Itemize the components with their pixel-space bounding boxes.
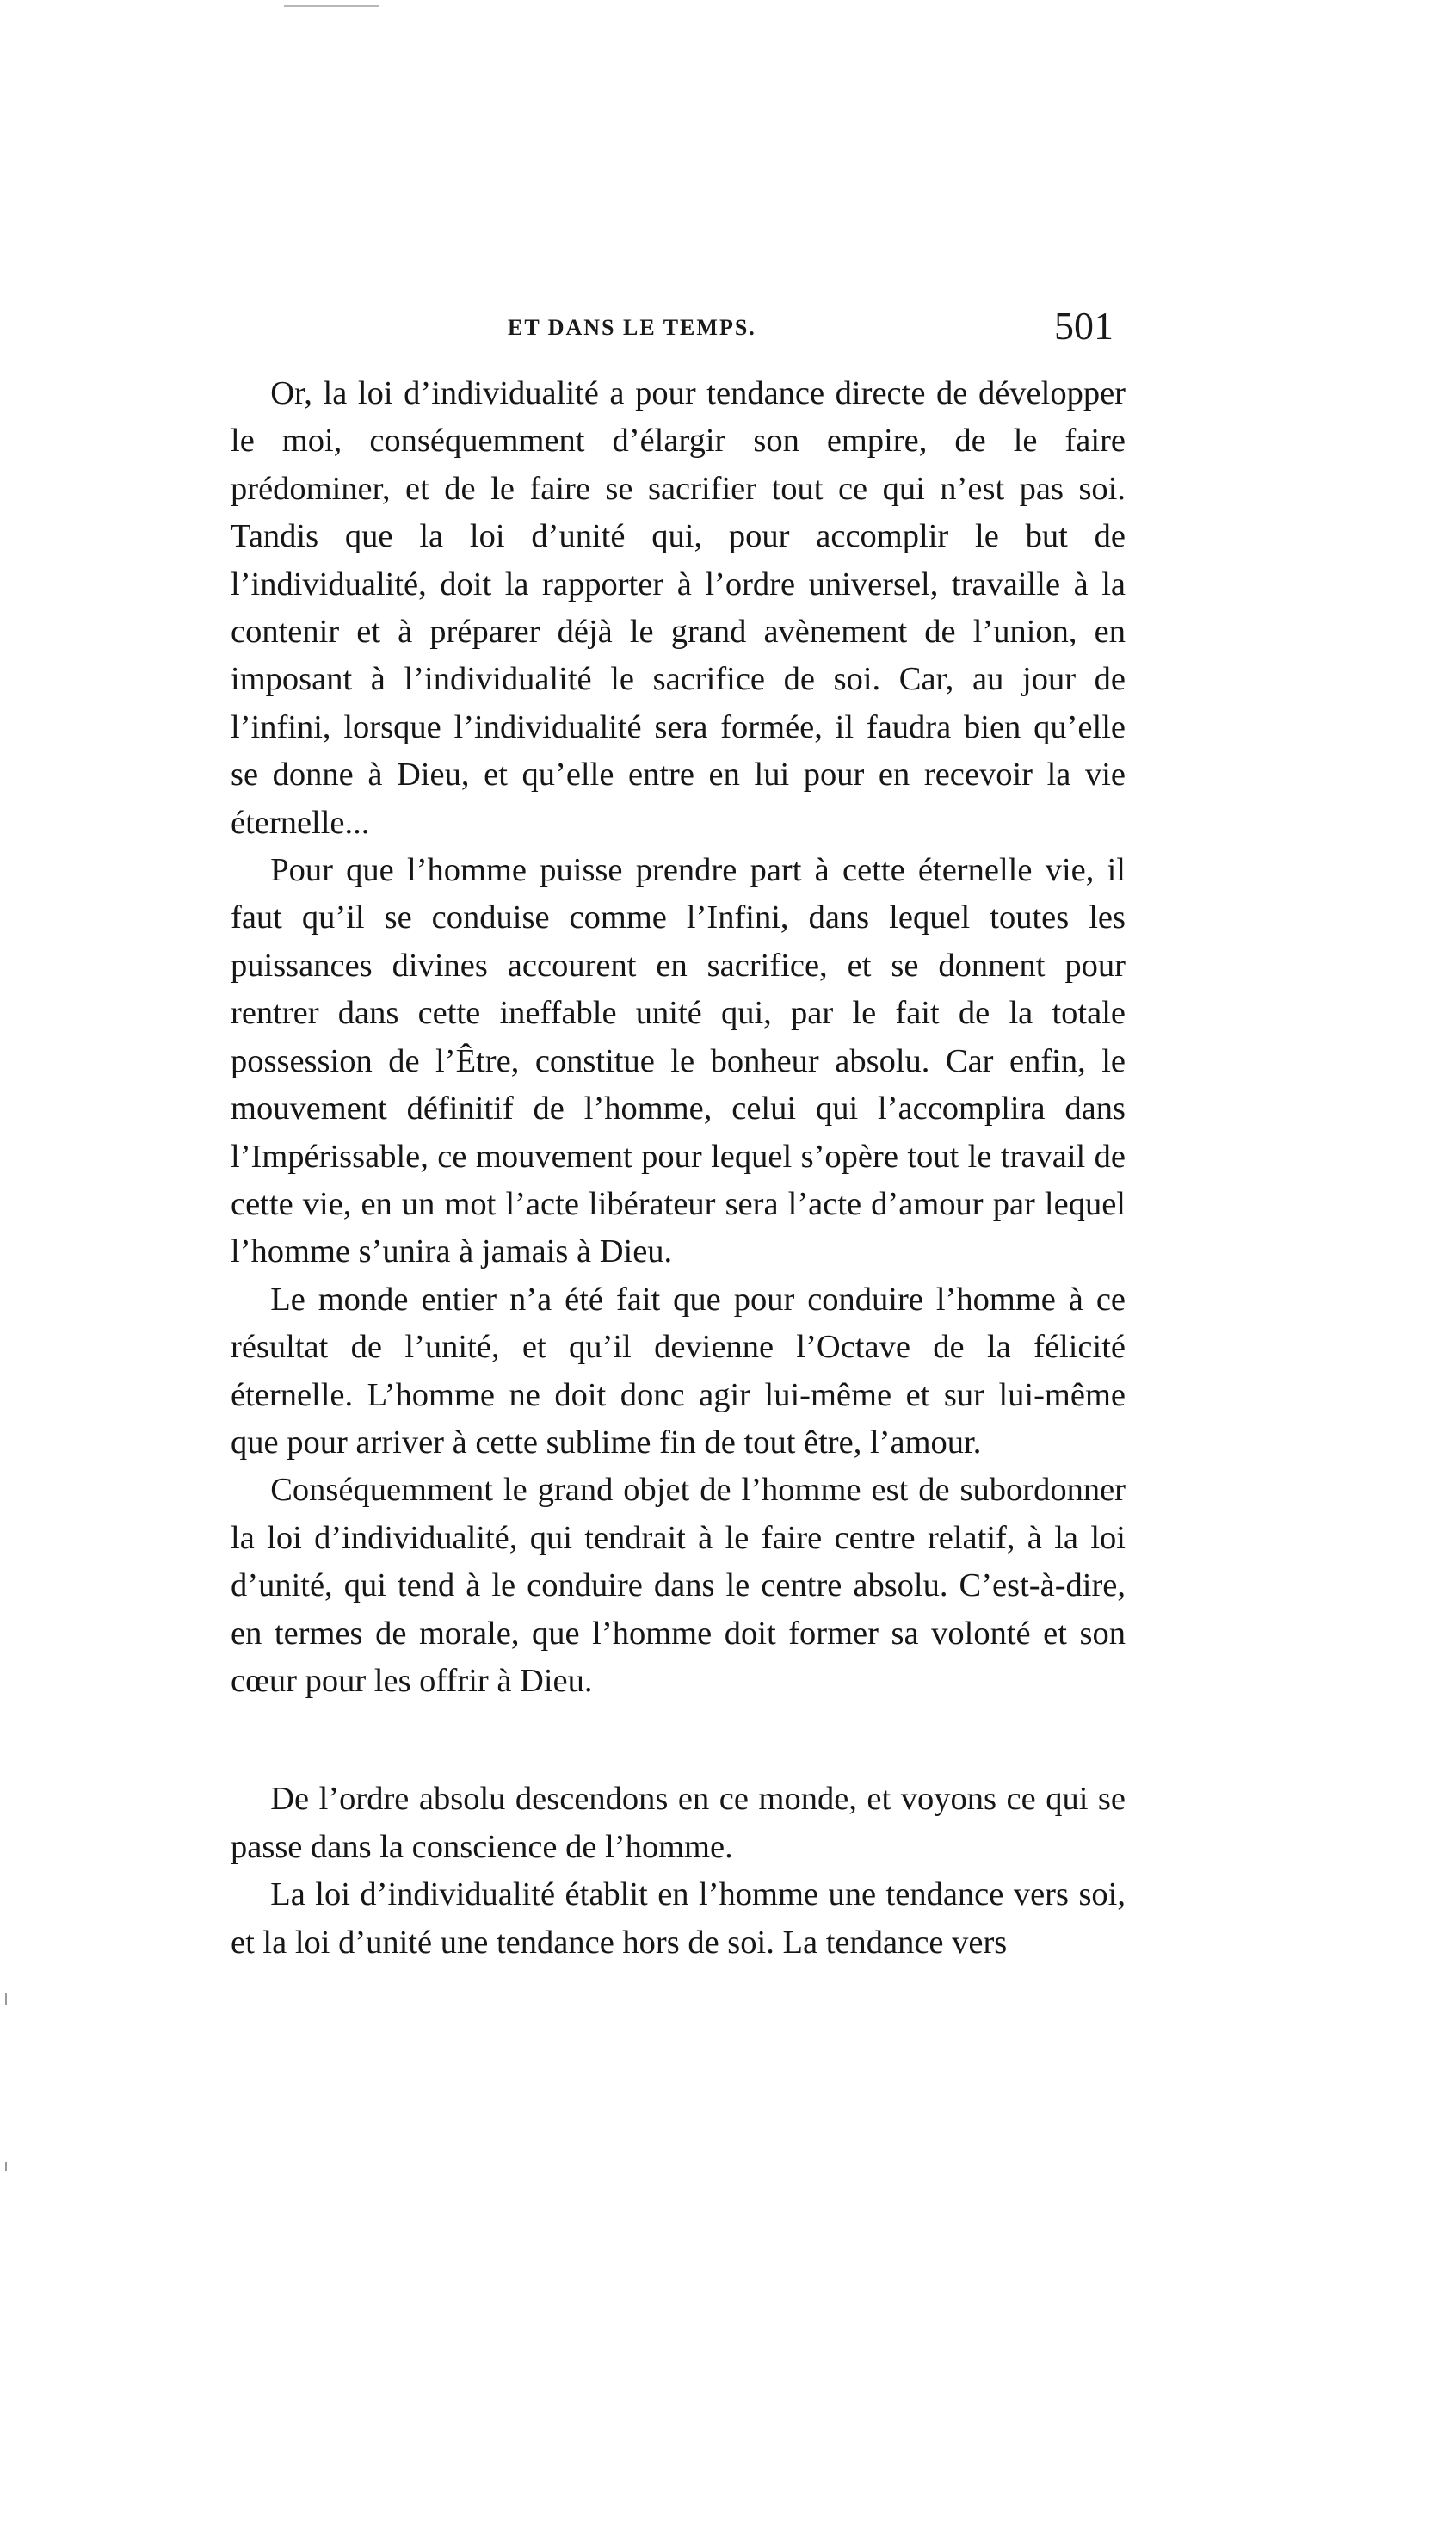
paragraph: Conséquemment le grand objet de l’homme est de subordonner la loi d’individualité, qui tendrait à le faire centre relatif, à la loi d’unité, qui tend à le conduire dans le centre absolu. C’est-à-dire, en termes de morale, que l’homme doit former sa volonté et son cœur pour les offrir à Dieu. (231, 1472, 1126, 1699)
section-break (231, 1705, 1126, 1776)
body-text (231, 370, 1126, 1967)
paragraph: Or, la loi d’individualité a pour tendance directe de développer le moi, conséquemment d’élargir son empire, de le faire prédominer, et de le faire se sacrifier tout ce qui n’est pas soi. Tandis que la loi d’unité qui, pour accomplir le but de l’individualité, doit la rapporter à l’ordre universel, travaille à la contenir et à préparer déjà le grand avènement de l’union, en imposant à l’individualité le sacrifice de soi. Car, au jour de l’infini, lorsque l’individualité sera formée, il faudra bien qu’elle se donne à Dieu, et qu’elle entre en lui pour en recevoir la vie éternelle... (231, 375, 1126, 841)
paragraph: De l’ordre absolu descendons en ce monde, et voyons ce qui se passe dans la conscience de l’homme. (231, 1781, 1126, 1865)
left-edge-mark (5, 2162, 7, 2171)
page-number: 501 (1054, 304, 1114, 348)
paragraph: Pour que l’homme puisse prendre part à cette éternelle vie, il faut qu’il se conduise comme l’Infini, dans lequel toutes les puissances divines accourent en sacrifice, et se donnent pour rentrer dans cette ineffable unité qui, par le fait de la totale possession de l’Être, constitue le bonheur absolu. Car enfin, le mouvement définitif de l’homme, celui qui l’accomplira dans l’Impérissable, ce mouvement pour lequel s’opère tout le travail de cette vie, en un mot l’acte libérateur sera l’acte d’amour par lequel l’homme s’unira à jamais à Dieu. (231, 852, 1126, 1270)
running-head: ET DANS LE TEMPS. (508, 315, 756, 340)
top-edge-rule (284, 5, 379, 7)
paragraph: Le monde entier n’a été fait que pour conduire l’homme à ce résultat de l’unité, et qu’il devienne l’Octave de la félicité éternelle. L’homme ne doit donc agir lui-même et sur lui-même que pour arriver à cette sublime fin de tout être, l’amour. (231, 1281, 1126, 1461)
paragraph: La loi d’individualité établit en l’homme une tendance vers soi, et la loi d’unité une tendance hors de soi. La tendance vers (231, 1876, 1126, 1961)
left-edge-mark (5, 1993, 7, 2005)
